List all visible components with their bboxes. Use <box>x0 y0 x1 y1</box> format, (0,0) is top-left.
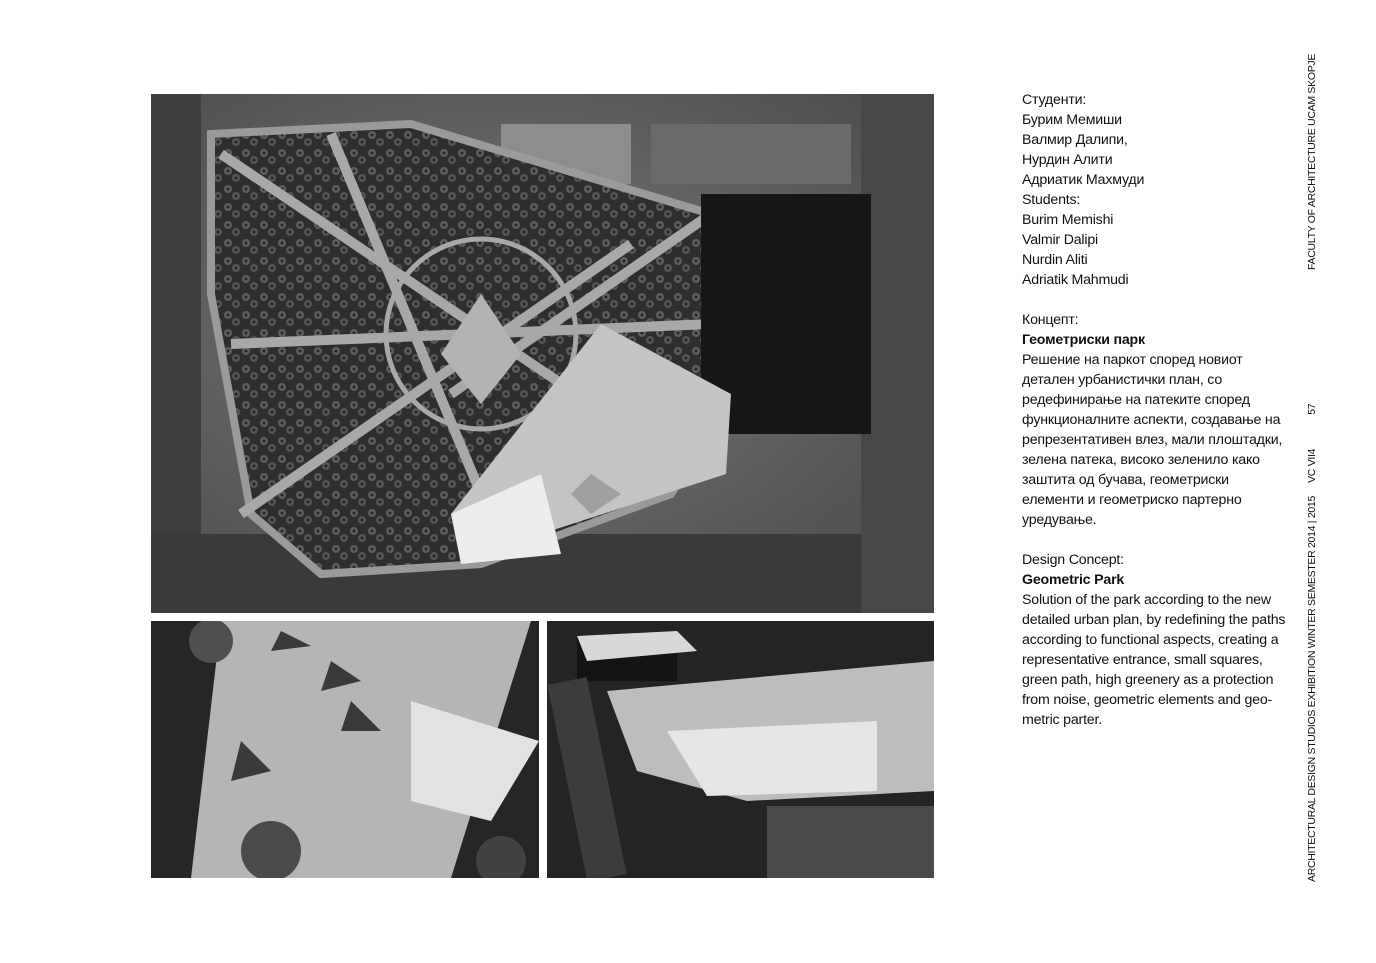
students-heading-mk: Студенти: <box>1022 92 1087 108</box>
project-description <box>1022 90 1312 730</box>
aerial-drawing <box>547 621 934 878</box>
concept-heading-mk: Концепт: <box>1022 312 1079 328</box>
concept-heading-en: Design Concept: <box>1022 552 1124 568</box>
site-plan-image <box>151 94 934 613</box>
student-name: Valmir Dalipi <box>1022 232 1098 248</box>
student-name: Nurdin Aliti <box>1022 252 1088 268</box>
series-code: VC VII4 <box>1306 448 1318 483</box>
student-name: Adriatik Mahmudi <box>1022 272 1129 288</box>
student-name: Адриатик Махмуди <box>1022 172 1145 188</box>
faculty-label: FACULTY OF ARCHITECTURE UCAM SKOPJE <box>1306 53 1318 270</box>
series-label <box>1306 404 1318 882</box>
concept-body-mk: Решение на паркот според новиот детален урбанистички план, со редефинирање на патеките според функционалните аспекти, создавање на репрезентативен влез, мали плоштадки, зелена патека, високо зеленило како заштита од бучава, геометриски елементи и геометриско партерно уредување. <box>1022 352 1283 528</box>
student-name: Валмир Далипи, <box>1022 132 1128 148</box>
concept-body-en: Solution of the park according to the new detailed urban plan, by redefining the paths according to functional aspects, creating a representative entrance, small squares, green path, high greenery as a protection from noise, geometric elements and geo- metric parter. <box>1022 592 1286 728</box>
student-name: Бурим Мемиши <box>1022 112 1122 128</box>
concept-title-mk: Геометриски парк <box>1022 332 1145 348</box>
student-name: Burim Memishi <box>1022 212 1114 228</box>
student-name: Нурдин Алити <box>1022 152 1113 168</box>
perspective-plaza-image <box>151 621 539 878</box>
concept-title-en: Geometric Park <box>1022 572 1125 588</box>
series-title: ARCHITECTURAL DESIGN STUDIOS EXHIBITION WINTER SEMESTER 2014 | 2015 <box>1306 496 1318 882</box>
page-number: 57 <box>1306 403 1318 415</box>
site-plan-drawing <box>151 94 934 613</box>
plaza-drawing <box>151 621 539 878</box>
students-heading-en: Students: <box>1022 192 1081 208</box>
perspective-aerial-image <box>547 621 934 878</box>
